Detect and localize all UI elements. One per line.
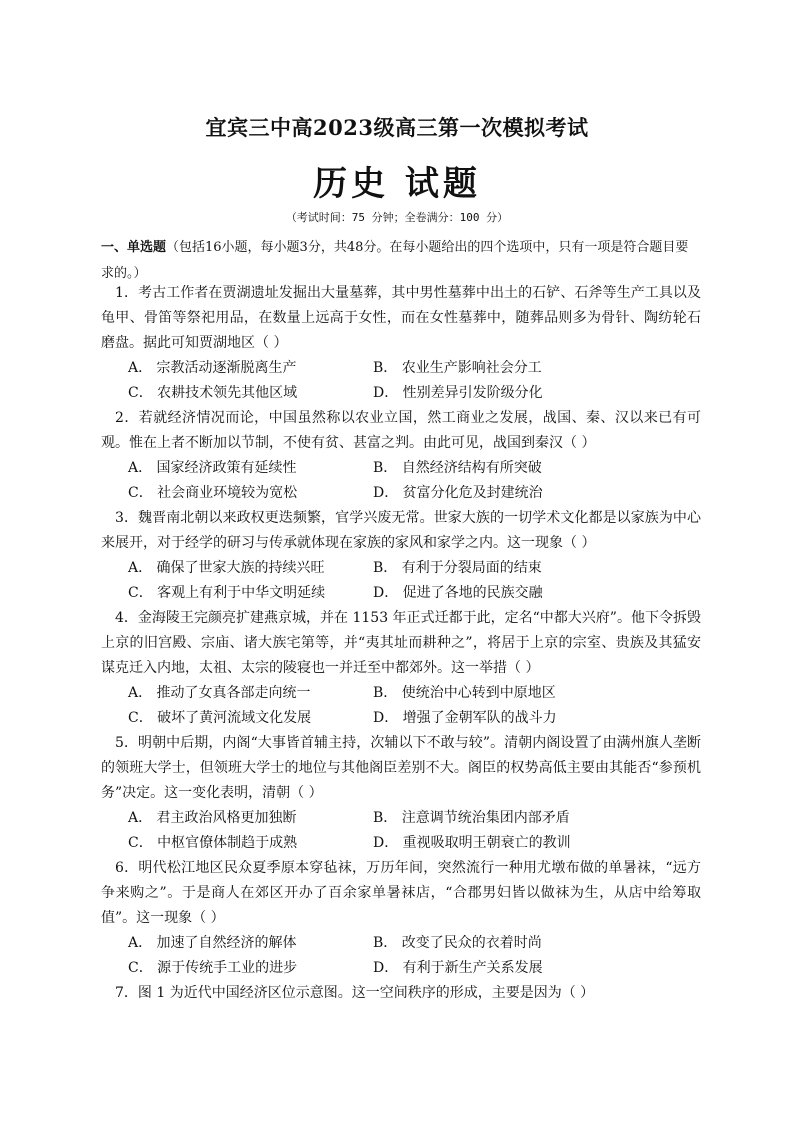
question-stem: 6．明代松江地区民众夏季原本穿毡袜，万历年间，突然流行一种用尤墩布做的单暑袜，“远方争来购之”。于是商人在郊区开办了百余家单暑袜店，“合郡男妇皆以做袜为生，从店中给筹取值”。这一现象（ ） (101, 860, 701, 926)
option-c: C． 中枢官僚体制趋于成熟 (128, 835, 298, 851)
question-stem: 5．明朝中后期，内阁“大事皆首辅主持，次辅以下不敢与较”。清朝内阁设置了由满州旗人垄断的领班大学士，但领班大学士的地位与其他阁臣差别不大。阁臣的权势高低主要由其能否“参预机务”决定。这一变化表明，清朝（ ） (101, 735, 701, 801)
question-6-options-row-2 (128, 956, 688, 981)
subject-title: 历史 试题 (313, 164, 481, 204)
question-6-options-row-1 (128, 931, 688, 956)
question-7 (101, 981, 701, 1006)
question-3-options-row-2 (128, 581, 688, 606)
question-1-options-row-1 (128, 356, 688, 381)
option-b: B． 农业生产影响社会分工 (373, 360, 542, 376)
option-d: D． 贫富分化危及封建统治 (373, 485, 543, 501)
option-c: C． 农耕技术领先其他区域 (128, 385, 298, 401)
question-1-options-row-2 (128, 381, 688, 406)
option-a: A． 国家经济政策有延续性 (128, 460, 297, 476)
option-d: D． 有利于新生产关系发展 (373, 960, 543, 976)
question-3 (101, 506, 701, 556)
option-d: D． 增强了金朝军队的战斗力 (373, 710, 557, 726)
option-b: B． 使统治中心转到中原地区 (373, 685, 556, 701)
option-a: A． 确保了世家大族的持续兴旺 (128, 560, 325, 576)
option-a: A． 君主政治风格更加独断 (128, 810, 297, 826)
question-stem: 3．魏晋南北朝以来政权更迭频繁，官学兴废无常。世家大族的一切学术文化都是以家族为中心来展开，对于经学的研习与传承就体现在家族的家风和家学之内。这一现象（ ） (101, 510, 701, 551)
question-4 (101, 606, 701, 681)
option-d: D． 性别差异引发阶级分化 (373, 385, 543, 401)
section-instructions: （包括16小题，每小题3分，共48分。在每小题给出的四个选项中，只有一项是符合题目要求的。） (101, 240, 689, 281)
question-3-options-row-1 (128, 556, 688, 581)
question-5 (101, 731, 701, 806)
option-b: B． 自然经济结构有所突破 (373, 460, 542, 476)
section-heading (101, 235, 701, 287)
question-2-options-row-2 (128, 481, 688, 506)
question-stem: 1．考古工作者在贾湖遗址发掘出大量墓葬，其中男性墓葬中出土的石铲、石斧等生产工具以及龟甲、骨笛等祭祀用品，在数量上远高于女性，而在女性墓葬中，随葬品则多为骨针、陶纺轮石磨盘。据此可知贾湖地区（ ） (101, 285, 701, 351)
question-1 (101, 281, 701, 356)
question-6 (101, 856, 701, 931)
option-d: D． 促进了各地的民族交融 (373, 585, 543, 601)
option-c: C． 破坏了黄河流域文化发展 (128, 710, 312, 726)
question-5-options-row-1 (128, 806, 688, 831)
option-b: B． 注意调节统治集团内部矛盾 (373, 810, 570, 826)
question-stem: 4．金海陵王完颜亮扩建燕京城，并在 1153 年正式迁都于此，定名“中都大兴府”。他下令拆毁上京的旧宫殿、宗庙、诸大族宅第等，并“夷其址而耕种之”，将居于上京的宗室、贵族及其猛安谋克迁入内地，太祖、太宗的陵寝也一并迁至中都郊外。这一举措（ ） (101, 610, 701, 676)
exam-info: （考试时间：75 分钟；全卷满分：100 分） (285, 211, 509, 224)
option-d: D． 重视吸取明王朝衰亡的教训 (373, 835, 571, 851)
exam-title: 宜宾三中高2023级高三第一次模拟考试 (205, 115, 589, 140)
option-c: C． 社会商业环境较为宽松 (128, 485, 298, 501)
option-b: B． 改变了民众的衣着时尚 (373, 935, 542, 951)
question-2-options-row-1 (128, 456, 688, 481)
option-c: C． 客观上有利于中华文明延续 (128, 585, 326, 601)
question-5-options-row-2 (128, 831, 688, 856)
question-4-options-row-1 (128, 681, 688, 706)
question-2 (101, 406, 701, 456)
question-stem: 2．若就经济情况而论，中国虽然称以农业立国，然工商业之发展，战国、秦、汉以来已有可观。惟在上者不断加以节制，不使有贫、甚富之判。由此可见，战国到秦汉（ ） (101, 410, 701, 451)
option-a: A． 加速了自然经济的解体 (128, 935, 297, 951)
option-b: B． 有利于分裂局面的结束 (373, 560, 542, 576)
question-4-options-row-2 (128, 706, 688, 731)
section-title: 一、单选题 (101, 240, 167, 255)
option-c: C． 源于传统手工业的进步 (128, 960, 298, 976)
option-a: A． 推动了女真各部走向统一 (128, 685, 311, 701)
option-a: A． 宗教活动逐渐脱离生产 (128, 360, 297, 376)
question-stem: 7．图 1 为近代中国经济区位示意图。这一空间秩序的形成，主要是因为（ ） (115, 985, 595, 1001)
